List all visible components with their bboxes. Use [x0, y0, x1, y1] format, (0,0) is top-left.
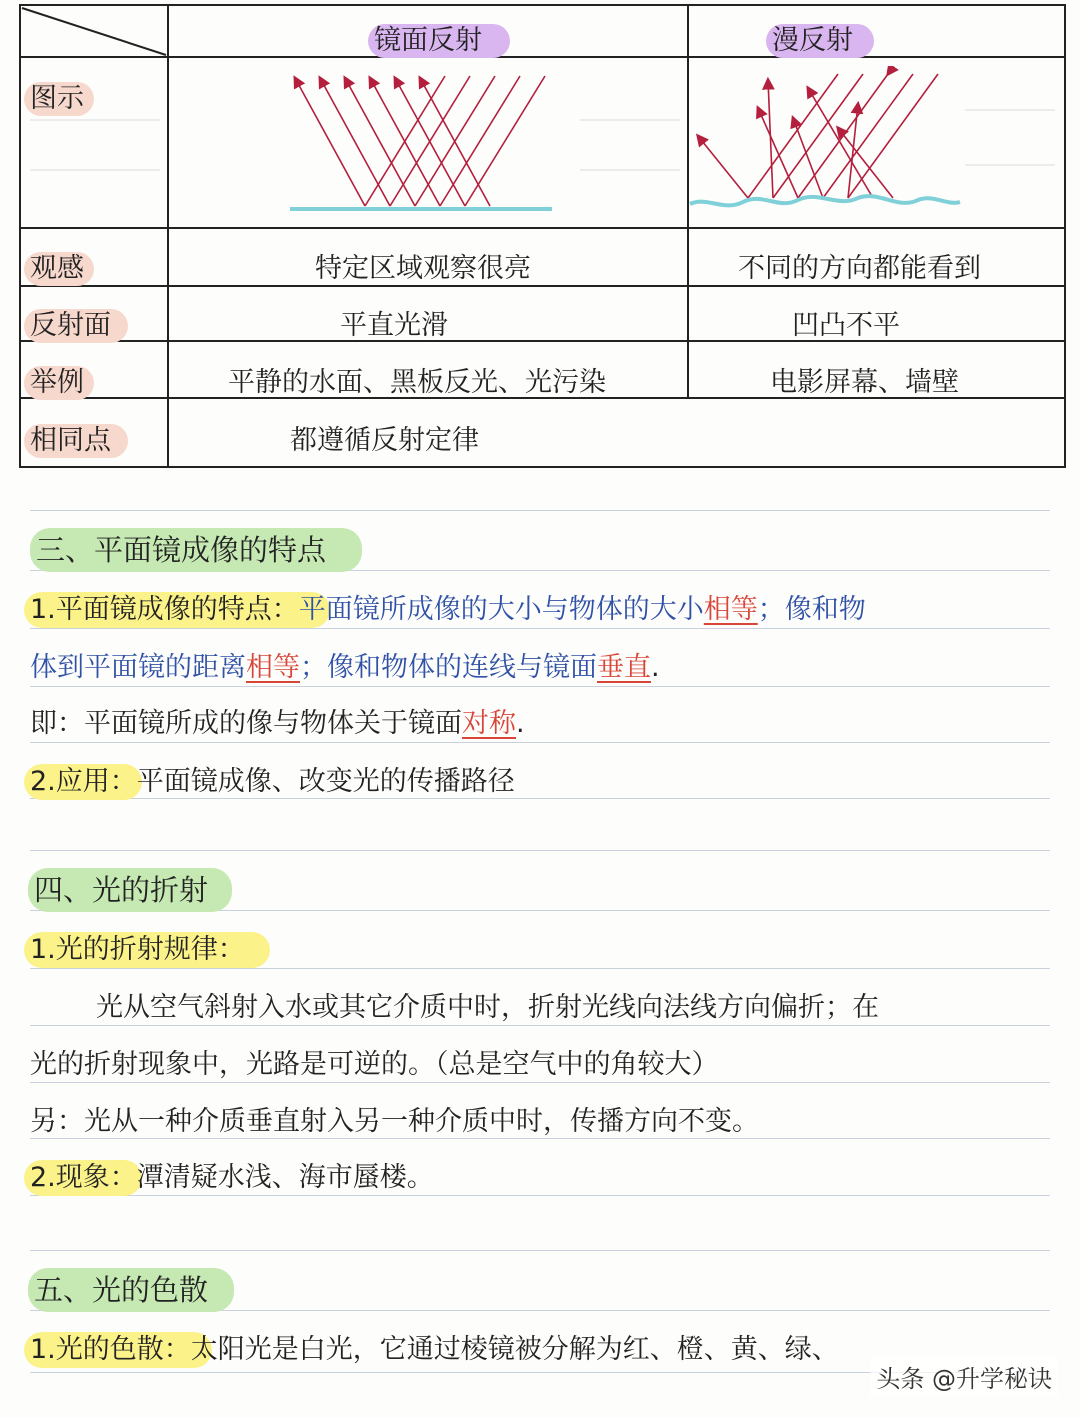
watermark: 头条 @升学秘诀	[870, 1357, 1058, 1396]
row-label-common: 相同点	[30, 425, 111, 456]
section3-feature-line2: 体到平面镜的距离相等；像和物体的连线与镜面垂直.	[30, 652, 660, 683]
surface-specular: 平直光滑	[340, 310, 448, 341]
sense-specular: 特定区域观察很亮	[315, 253, 531, 284]
section4-note-line: 另：光从一种介质垂直射入另一种介质中时，传播方向不变。	[30, 1106, 759, 1137]
surface-diffuse: 凹凸不平	[792, 310, 900, 341]
examples-diffuse: 电影屏幕、墙壁	[770, 367, 959, 398]
section4-law-line2: 光的折射现象中，光路是可逆的。（总是空气中的角较大）	[30, 1049, 719, 1080]
specular-reflection-diagram	[280, 66, 570, 222]
section3-title: 三、平面镜成像的特点	[36, 533, 327, 567]
row-label-surface: 反射面	[30, 310, 111, 341]
section3-feature-line1: 1.平面镜成像的特点：平面镜所成像的大小与物体的大小相等；像和物	[30, 594, 866, 625]
diffuse-reflection-diagram	[688, 66, 963, 216]
row-label-sense: 观感	[30, 253, 84, 284]
header-diagonal	[22, 8, 166, 55]
section4-law-line1: 光从空气斜射入水或其它介质中时，折射光线向法线方向偏折；在	[96, 992, 879, 1023]
section4-phenomena-line: 2.现象：潭清疑水浅、海市蜃楼。	[30, 1162, 434, 1193]
row-label-examples: 举例	[30, 367, 84, 398]
section5-title: 五、光的色散	[34, 1273, 209, 1307]
rough-surface	[690, 196, 960, 205]
section4-law-label: 1.光的折射规律：	[30, 934, 245, 965]
common-point: 都遵循反射定律	[290, 425, 479, 456]
section4-title: 四、光的折射	[34, 873, 209, 907]
row-label-diagram: 图示	[30, 83, 84, 114]
specular-header: 镜面反射	[374, 25, 482, 56]
examples-specular: 平静的水面、黑板反光、光污染	[228, 367, 606, 398]
diffuse-header: 漫反射	[772, 25, 853, 56]
section3-symmetry-line: 即：平面镜所成的像与物体关于镜面对称.	[30, 708, 525, 739]
sense-diffuse: 不同的方向都能看到	[738, 253, 981, 284]
section3-application-line: 2.应用：平面镜成像、改变光的传播路径	[30, 766, 515, 797]
section5-dispersion-line: 1.光的色散：太阳光是白光，它通过棱镜被分解为红、橙、黄、绿、	[30, 1334, 839, 1365]
